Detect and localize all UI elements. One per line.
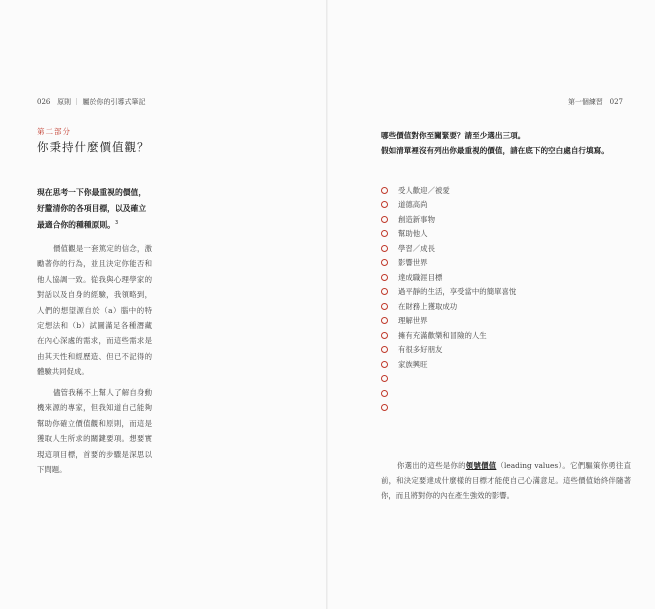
checklist-item-blank[interactable] (381, 401, 516, 416)
checklist-item-blank[interactable] (381, 372, 516, 387)
checklist-item[interactable] (381, 183, 516, 198)
intro-text: 現在思考一下你最重視的價值，好釐清你的各項目標，以及確立最適合你的種種原則。 (37, 188, 147, 230)
checkbox-circle-icon[interactable] (381, 346, 388, 353)
checklist-item[interactable] (381, 328, 516, 343)
values-checklist (381, 183, 516, 415)
checklist-item-label: 在財務上獲取成功 (398, 301, 458, 311)
checklist-item[interactable] (381, 212, 516, 227)
left-header-chapter: 原則 (57, 98, 72, 106)
checkbox-circle-icon[interactable] (381, 361, 388, 368)
checkbox-circle-icon[interactable] (381, 201, 388, 208)
checklist-item-label: 創造新事物 (398, 214, 435, 224)
question-line-1: 哪些價值對你至關緊要？請至少選出三項。 (381, 131, 526, 140)
leading-values-term: 領號價值 (465, 461, 497, 470)
checklist-item-label: 過平靜的生活，享受當中的簡單喜悅 (398, 287, 517, 297)
checkbox-circle-icon[interactable] (381, 259, 388, 266)
checklist-item-label: 達成職涯目標 (398, 272, 443, 282)
checkbox-circle-icon[interactable] (381, 274, 388, 281)
checkbox-circle-icon[interactable] (381, 288, 388, 295)
checklist-item[interactable] (381, 241, 516, 256)
checkbox-circle-icon[interactable] (381, 317, 388, 324)
checklist-item-label: 學習／成長 (398, 243, 435, 253)
checkbox-circle-icon[interactable] (381, 390, 388, 397)
right-page-number: 027 (609, 98, 623, 106)
checklist-item[interactable] (381, 198, 516, 213)
intro-footnote-mark: 3 (114, 220, 119, 226)
checkbox-circle-icon[interactable] (381, 245, 388, 252)
checklist-item-label: 家族興旺 (398, 359, 428, 369)
right-header-title: 第一個練習 (567, 98, 603, 106)
checkbox-circle-icon[interactable] (381, 375, 388, 382)
closing-text-start: 你選出的這些是你的 (397, 461, 466, 470)
intro-paragraph (37, 185, 152, 233)
checkbox-circle-icon[interactable] (381, 230, 388, 237)
checklist-item[interactable] (381, 285, 516, 300)
question-line-2: 假如清單裡沒有列出你最重視的價值，請在底下的空白處自行填寫。 (381, 146, 609, 155)
checklist-item-label: 理解世界 (398, 316, 428, 326)
exercise-question (381, 129, 631, 158)
section-label: 第二部分 (37, 127, 71, 136)
checklist-item-label: 幫助他人 (398, 229, 428, 239)
right-page-header (568, 97, 623, 107)
checklist-item-label: 有很多好朋友 (398, 345, 443, 355)
checkbox-circle-icon[interactable] (381, 332, 388, 339)
checklist-item-label: 影響世界 (398, 258, 428, 268)
left-page-header (37, 97, 146, 107)
checklist-item-blank[interactable] (381, 386, 516, 401)
left-page (0, 0, 327, 609)
body-paragraph-2: 儘管我稱不上幫人了解自身動機來源的專家，但我知道自己能夠幫助你確立價值觀和原則，而這是獲取人生所求的關鍵要項。想要實現這項目標，首要的步驟是深思以下問題。 (37, 388, 152, 475)
closing-paragraph (381, 458, 631, 503)
checklist-item-label: 受人歡迎／被愛 (398, 185, 450, 195)
closing-text-end: （leading values）。它們驅策你勇往直前，和決定要達成什麼樣的目標才能使自己心滿意足。這些價值始終伴隨著你，而且將對你的內在產生強效的影響。 (381, 461, 631, 500)
checkbox-circle-icon[interactable] (381, 187, 388, 194)
checkbox-circle-icon[interactable] (381, 216, 388, 223)
checklist-item[interactable] (381, 343, 516, 358)
checkbox-circle-icon[interactable] (381, 404, 388, 411)
left-header-subtitle: 屬於你的引導式筆記 (82, 98, 146, 106)
checklist-item[interactable] (381, 227, 516, 242)
checklist-item[interactable] (381, 256, 516, 271)
left-page-number: 026 (37, 98, 51, 106)
checklist-item[interactable] (381, 299, 516, 314)
body-paragraph-1: 價值觀是一套篤定的信念，激勵著你的行為，並且決定你能否和他人協調一致。從我與心理學家的對話以及自身的經驗，我領略到，人們的想望源自於（a）腦中的特定想法和（b）試圖滿足各種潛藏在內心深處的需求，而這些需求是由其天性和經歷造、但已不記得的體驗共同促成。 (37, 244, 152, 377)
checklist-item[interactable] (381, 314, 516, 329)
checklist-item[interactable] (381, 357, 516, 372)
checkbox-circle-icon[interactable] (381, 303, 388, 310)
checklist-item-label: 道德高尚 (398, 200, 428, 210)
checklist-item-label: 擁有充滿歡樂和冒險的人生 (398, 330, 487, 340)
checklist-item[interactable] (381, 270, 516, 285)
section-title: 你秉持什麼價值觀？ (37, 140, 150, 154)
left-header-separator: ｜ (73, 98, 81, 106)
